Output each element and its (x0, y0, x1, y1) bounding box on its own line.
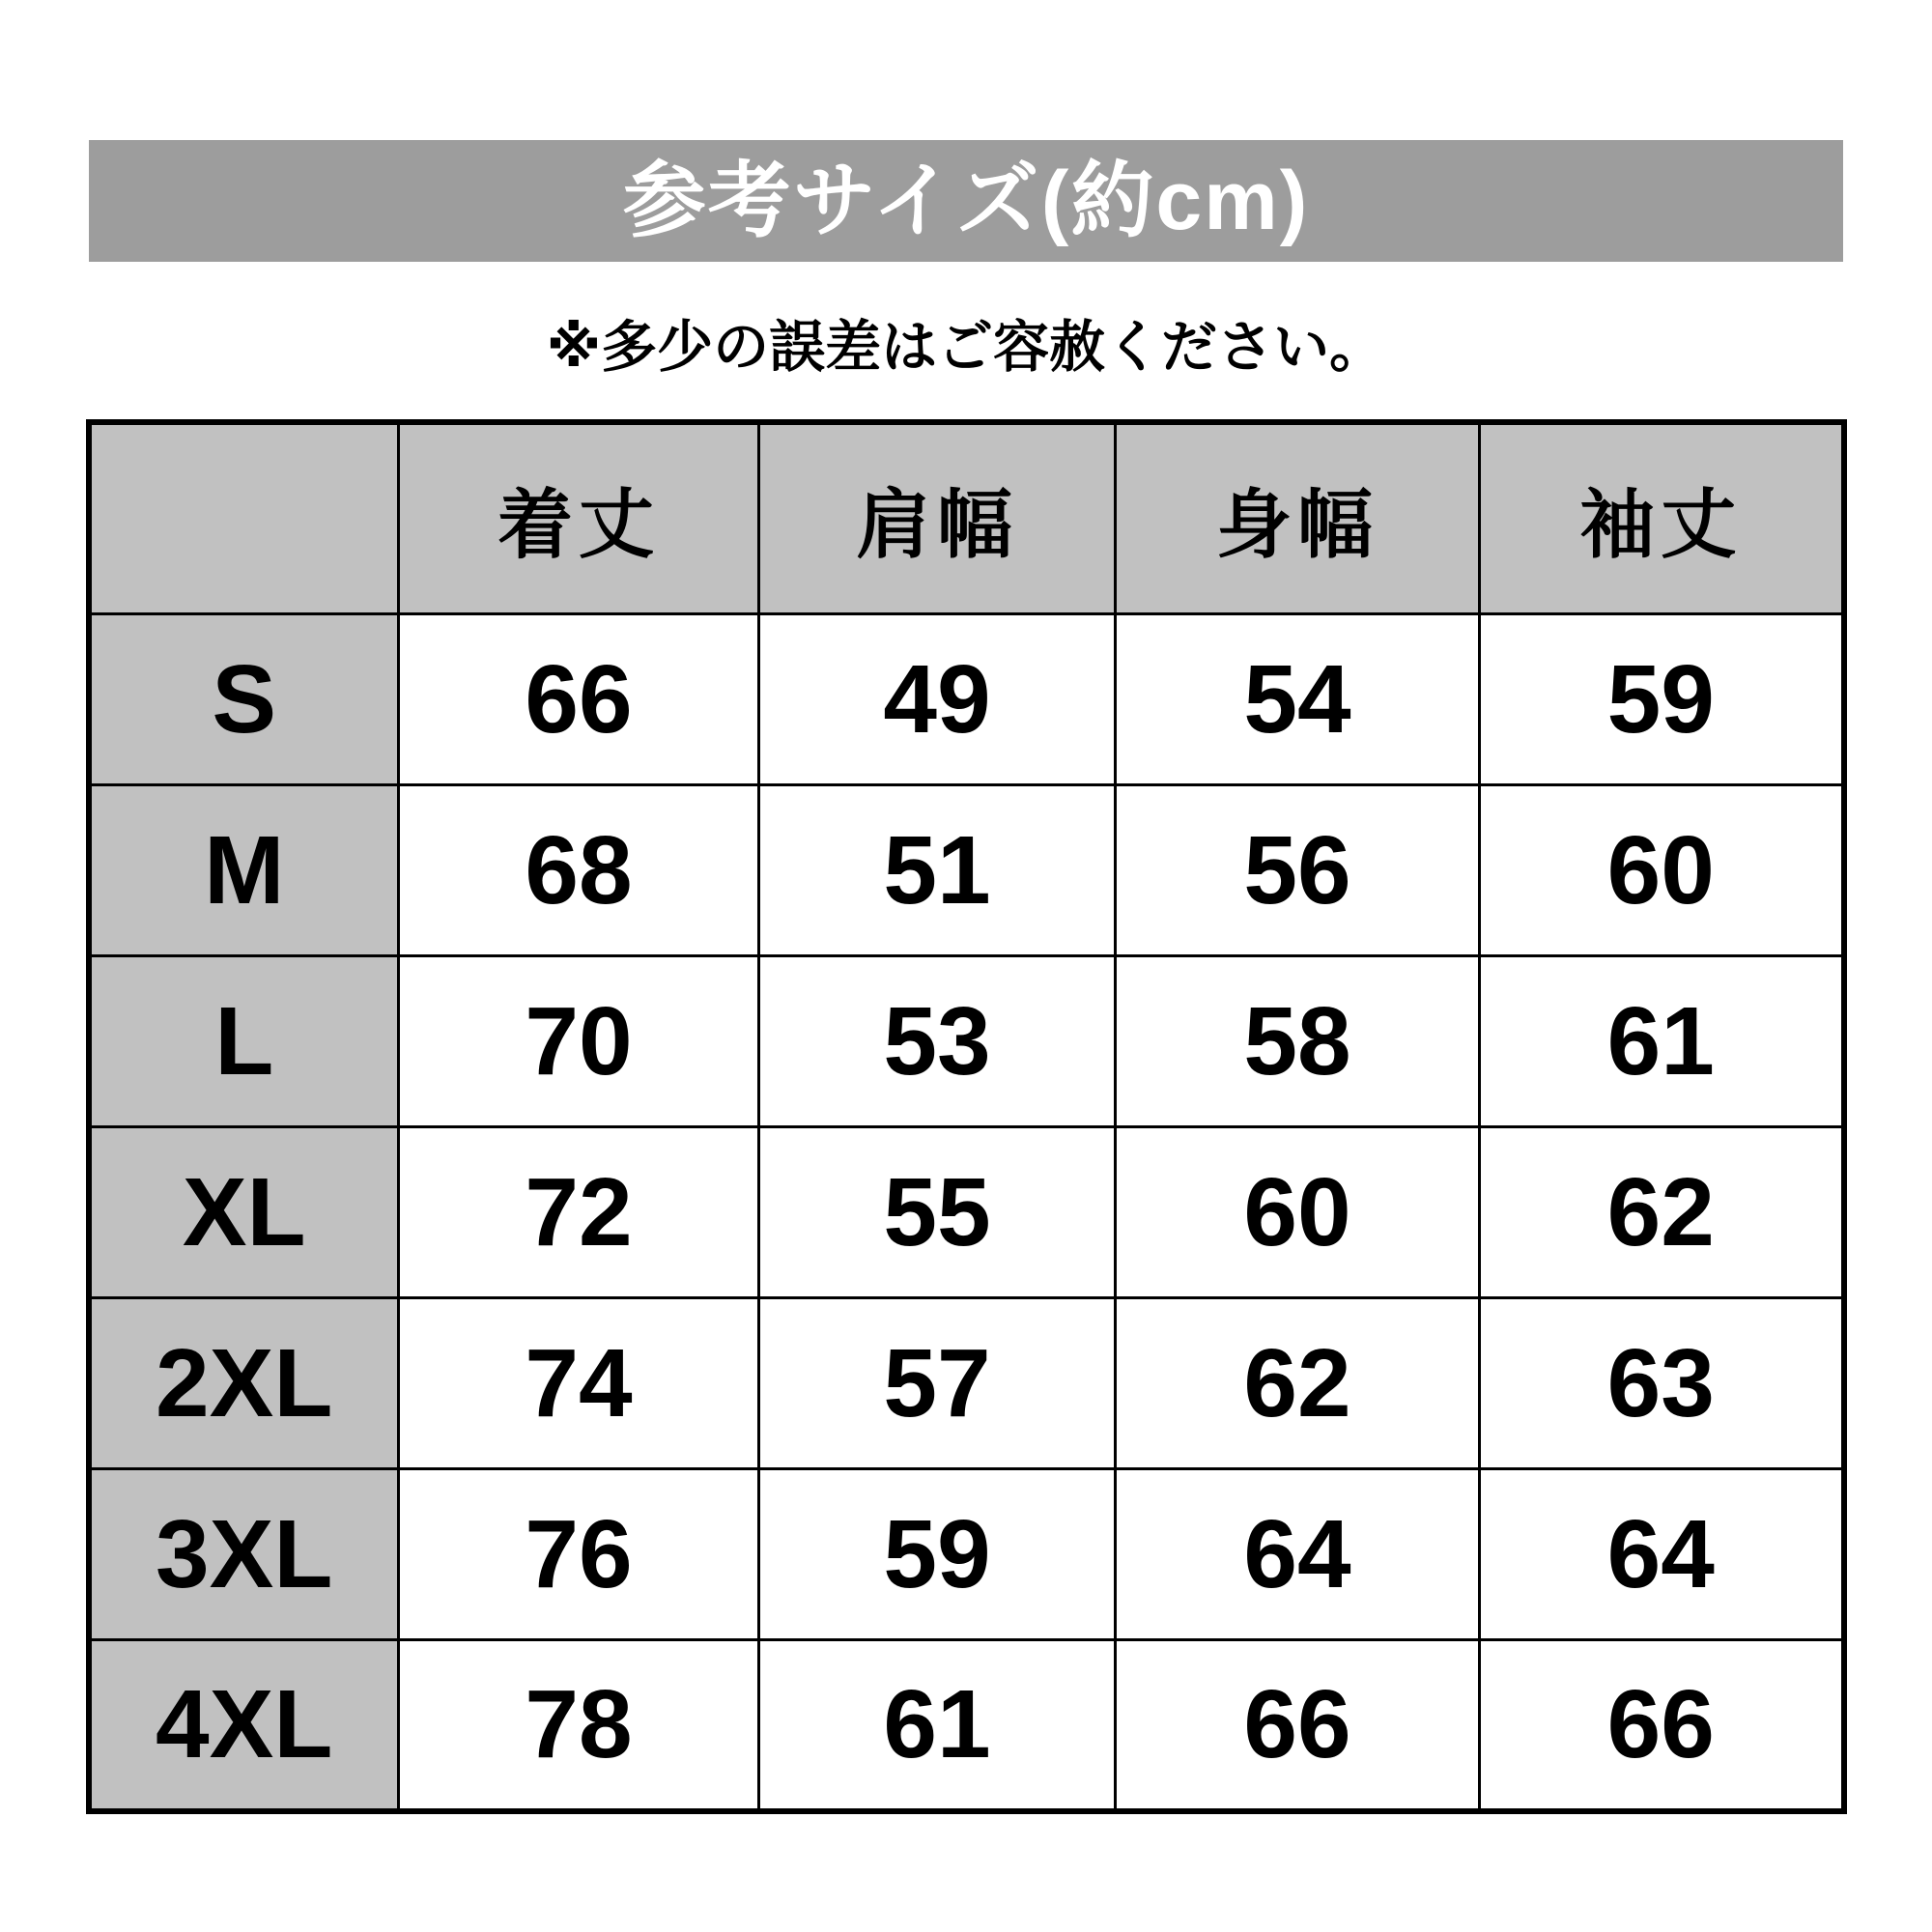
table-row-l (89, 956, 1844, 1127)
table-cell: 64 (1480, 1469, 1844, 1640)
table-cell: 62 (1480, 1127, 1844, 1298)
size-label-2xl: 2XL (89, 1298, 399, 1469)
table-row-3xl (89, 1469, 1844, 1640)
size-table (86, 419, 1847, 1814)
table-cell: 59 (759, 1469, 1116, 1640)
table-cell: 78 (399, 1640, 759, 1811)
size-label-4xl: 4XL (89, 1640, 399, 1811)
table-header-row (89, 422, 1844, 614)
table-cell: 54 (1116, 614, 1480, 785)
table-cell: 76 (399, 1469, 759, 1640)
table-cell: 63 (1480, 1298, 1844, 1469)
tolerance-note: ※多少の誤差はご容赦ください。 (546, 316, 1386, 379)
table-cell: 74 (399, 1298, 759, 1469)
size-label-m: M (89, 785, 399, 956)
size-label-s: S (89, 614, 399, 785)
table-cell: 49 (759, 614, 1116, 785)
table-cell: 53 (759, 956, 1116, 1127)
table-row-m (89, 785, 1844, 956)
table-cell: 55 (759, 1127, 1116, 1298)
table-cell: 68 (399, 785, 759, 956)
table-cell: 66 (399, 614, 759, 785)
title-banner (89, 140, 1843, 262)
table-cell: 64 (1116, 1469, 1480, 1640)
table-row-s (89, 614, 1844, 785)
table-cell: 59 (1480, 614, 1844, 785)
table-cell: 61 (1480, 956, 1844, 1127)
table-cell: 57 (759, 1298, 1116, 1469)
header-cell-sleeve-length: 袖丈 (1480, 422, 1844, 614)
table-row-2xl (89, 1298, 1844, 1469)
table-cell: 62 (1116, 1298, 1480, 1469)
table-cell: 61 (759, 1640, 1116, 1811)
table-cell: 60 (1480, 785, 1844, 956)
table-cell: 66 (1116, 1640, 1480, 1811)
page-title: 参考サイズ(約cm) (622, 155, 1310, 247)
header-cell-body-length: 着丈 (399, 422, 759, 614)
header-cell-shoulder-width: 肩幅 (759, 422, 1116, 614)
table-cell: 72 (399, 1127, 759, 1298)
table-cell: 58 (1116, 956, 1480, 1127)
table-cell: 56 (1116, 785, 1480, 956)
table-row-xl (89, 1127, 1844, 1298)
size-label-3xl: 3XL (89, 1469, 399, 1640)
header-cell-size (89, 422, 399, 614)
table-row-4xl (89, 1640, 1844, 1811)
size-label-xl: XL (89, 1127, 399, 1298)
size-label-l: L (89, 956, 399, 1127)
table-cell: 51 (759, 785, 1116, 956)
table-cell: 70 (399, 956, 759, 1127)
table-cell: 66 (1480, 1640, 1844, 1811)
table-cell: 60 (1116, 1127, 1480, 1298)
header-cell-chest-width: 身幅 (1116, 422, 1480, 614)
